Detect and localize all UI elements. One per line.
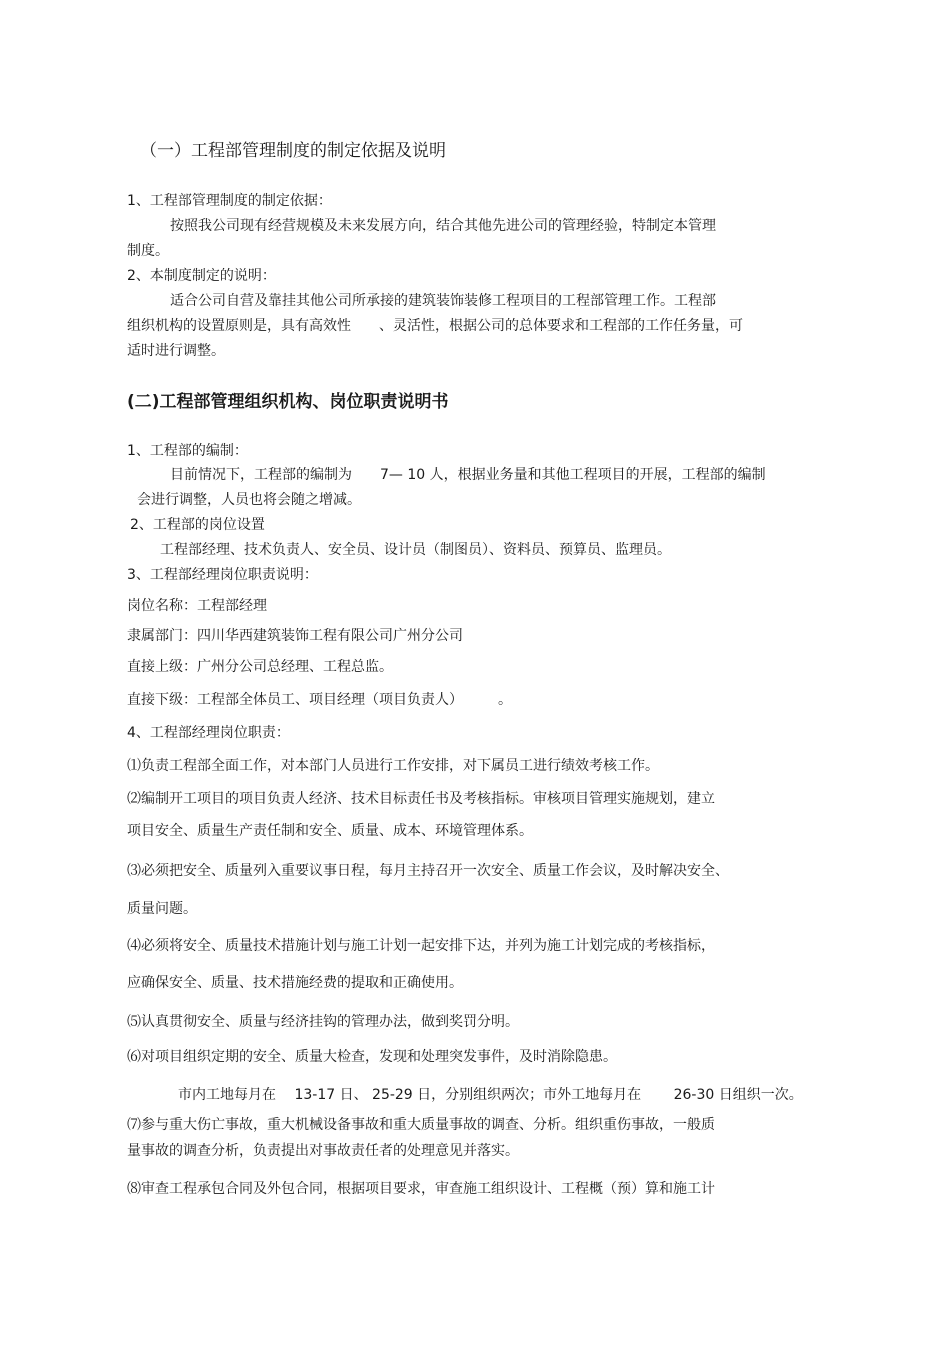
section2-heading: (二)工程部管理组织机构、岗位职责说明书 xyxy=(127,392,449,412)
section1-item2-title: 2、本制度制定的说明： xyxy=(127,268,276,284)
section1-item2-body-line3: 适时进行调整。 xyxy=(127,343,225,359)
section1-item2-body-line2: 组织机构的设置原则是，具有高效性 、灵活性，根据公司的总体要求和工程部的工作任务量，可 xyxy=(127,318,743,334)
direct-superior: 直接上级：广州分公司总经理、工程总监。 xyxy=(127,659,393,675)
section2-item4-title: 4、工程部经理岗位职责： xyxy=(127,725,290,741)
section2-item1-body-line1: 目前情况下，工程部的编制为 7— 10 人，根据业务量和其他工程项目的开展，工程部的编制 xyxy=(170,467,766,483)
position-name: 岗位名称：工程部经理 xyxy=(127,598,267,614)
duty-7-line1: ⑺参与重大伤亡事故，重大机械设备事故和重大质量事故的调查、分析。组织重伤事故，一般质 xyxy=(127,1117,715,1133)
section1-heading: （一）工程部管理制度的制定依据及说明 xyxy=(140,141,446,161)
section2-item2-body: 工程部经理、技术负责人、安全员、设计员（制图员）、资料员、预算员、监理员。 xyxy=(160,542,671,558)
duty-3-line2: 质量问题。 xyxy=(127,901,197,917)
direct-subordinate: 直接下级：工程部全体员工、项目经理（项目负责人） 。 xyxy=(127,692,512,708)
section2-item1-title: 1、工程部的编制： xyxy=(127,443,248,459)
section2-item1-body-line2: 会进行调整，人员也将会随之增减。 xyxy=(137,492,361,508)
duty-6: ⑹对项目组织定期的安全、质量大检查，发现和处理突发事件，及时消除隐患。 xyxy=(127,1049,617,1065)
section1-item2-body-line1: 适合公司自营及靠挂其他公司所承接的建筑装饰装修工程项目的工程部管理工作。工程部 xyxy=(170,293,716,309)
duty-6-note: 市内工地每月在 13-17 日、 25-29 日，分别组织两次；市外工地每月在 26-30 日组织一次。 xyxy=(178,1087,803,1103)
duty-2-line2: 项目安全、质量生产责任制和安全、质量、成本、环境管理体系。 xyxy=(127,823,533,839)
section2-item3-title: 3、工程部经理岗位职责说明： xyxy=(127,567,318,583)
section1-item1-title: 1、工程部管理制度的制定依据： xyxy=(127,193,332,209)
duty-1: ⑴负责工程部全面工作，对本部门人员进行工作安排，对下属员工进行绩效考核工作。 xyxy=(127,758,659,774)
section1-item1-body-line2: 制度。 xyxy=(127,243,169,259)
duty-2-line1: ⑵编制开工项目的项目负责人经济、技术目标责任书及考核指标。审核项目管理实施规划，建立 xyxy=(127,791,715,807)
duty-4-line2: 应确保安全、质量、技术措施经费的提取和正确使用。 xyxy=(127,975,463,991)
department: 隶属部门：四川华西建筑装饰工程有限公司广州分公司 xyxy=(127,628,463,644)
duty-8-line1: ⑻审查工程承包合同及外包合同，根据项目要求，审查施工组织设计、工程概（预）算和施工计 xyxy=(127,1181,715,1197)
duty-7-line2: 量事故的调查分析，负责提出对事故责任者的处理意见并落实。 xyxy=(127,1143,519,1159)
section1-item1-body-line1: 按照我公司现有经营规模及未来发展方向，结合其他先进公司的管理经验，特制定本管理 xyxy=(170,218,716,234)
duty-5: ⑸认真贯彻安全、质量与经济挂钩的管理办法，做到奖罚分明。 xyxy=(127,1014,519,1030)
duty-3-line1: ⑶必须把安全、质量列入重要议事日程，每月主持召开一次安全、质量工作会议，及时解决安全、 xyxy=(127,863,729,879)
section2-item2-title: 2、工程部的岗位设置 xyxy=(130,517,265,533)
duty-4-line1: ⑷必须将安全、质量技术措施计划与施工计划一起安排下达，并列为施工计划完成的考核指标， xyxy=(127,938,715,954)
